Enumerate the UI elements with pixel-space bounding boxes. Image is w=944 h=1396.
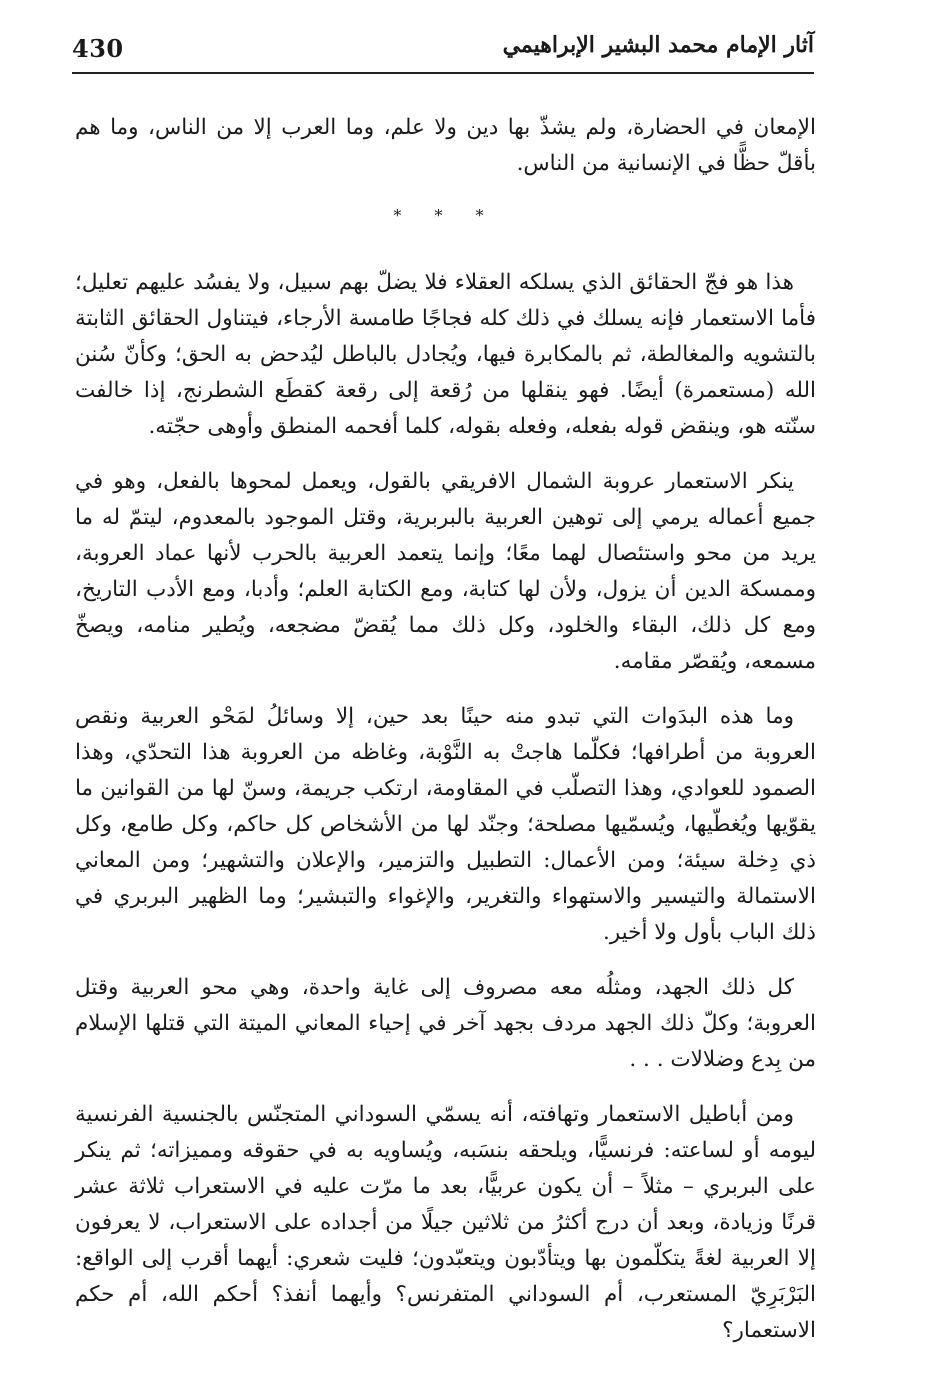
paragraph-5: ومن أباطيل الاستعمار وتهافته، أنه يسمّي السوداني المتجنّس بالجنسية الفرنسية ليومه أو لساعته: فرنسيًّا، ويلحقه بنسَبه، ويُساويه به في حقوقه ومميزاته؛ ثم ينكر على البربري – مثلاً – أن يكون عربيًّا، بعد ما مرّت عليه في الاستعراب ثلاثة عشر قرنًا وزيادة، وبعد أن درج أكثرُ من ثلاثين جيلًا من أجداده على الاستعراب، لا يعرفون إلا العربية لغةً يتكلّمون بها ويتأدّبون ويتعبّدون؛ فليت شعري: أيهما أقرب إلى الواقع: البَرْبَرِيّ المستعرب، أم السوداني المتفرنس؟ وأيهما أنفذ؟ أحكم الله، أم حكم الاستعمار؟ [75, 1102, 816, 1343]
page-number: 430 [72, 34, 124, 63]
paragraph-continued: الإمعان في الحضارة، ولم يشذّ بها دين ولا علم، وما العرب إلا من الناس، وما هم بأقلّ حظًّا في الإنسانية من الناس. [75, 115, 816, 176]
paragraph-2: ينكر الاستعمار عروبة الشمال الافريقي بالقول، ويعمل لمحوها بالفعل، وهو في جميع أعماله يرمي إلى توهين العربية بالبربرية، وقتل الموجود بالمعدوم، ليتمّ له ما يريد من محو واستئصال لهما معًا؛ وإنما يتعمد العربية بالحرب لأنها عماد العروبة، وممسكة الدين أن يزول، ولأن لها كتابة، ومع الكتابة العلم؛ وأدبا، ومع الأدب التاريخ، ومع كل ذلك، البقاء والخلود، وكل ذلك مما يُقضّ مضجعه، ويُطير منامه، ويصخّ مسمعه، ويُقصّر مقامه. [75, 469, 816, 674]
page-body [75, 110, 816, 1368]
page-header [72, 28, 814, 74]
paragraph-4: كل ذلك الجهد، ومثلُه معه مصروف إلى غاية واحدة، وهي محو العربية وقتل العروبة؛ وكلّ ذلك الجهد مردف بجهد آخر في إحياء المعاني الميتة التي قتلها الإسلام من بِدع وضلالات . . . [75, 975, 816, 1072]
running-title: آثار الإمام محمد البشير الإبراهيمي [502, 32, 814, 58]
section-separator: * * * [393, 206, 498, 225]
paragraph-1: هذا هو فجّ الحقائق الذي يسلكه العقلاء فلا يضلّ بهم سبيل، ولا يفسُد عليهم تعليل؛ فأما الاستعمار فإنه يسلك في ذلك كله فجاجًا طامسة الأرجاء، فيتناول الحقائق الثابتة بالتشويه والمغالطة، ثم بالمكابرة فيها، ويُجادل بالباطل ليُدحض به الحق؛ وكأنّ سُنن الله (مستعمرة) أيضًا. فهو ينقلها من رُقعة إلى رقعة كقطَع الشطرنج، إذا خالفت سنّته هو، وينقض قوله بفعله، وفعله بقوله، كلما أفحمه المنطق وأوهى حجّته. [75, 270, 816, 439]
paragraph-3: وما هذه البدَوات التي تبدو منه حينًا بعد حين، إلا وسائلُ لمَحْو العربية ونقص العروبة من أطرافها؛ فكلّما هاجتْ به النَّوْبة، وغاظه من العروبة هذا التحدّي، وهذا الصمود للعوادي، وهذا التصلّب في المقاومة، ارتكب جريمة، وسنّ لها من القوانين ما يقوّيها ويُغطّيها، ويُسمّيها مصلحة؛ وجنّد لها من الأشخاص كل حاكم، وكل طامع، وكل ذي دِخلة سيئة؛ ومن الأعمال: التطبيل والتزمير، والإعلان والتشهير؛ ومن المعاني الاستمالة والتيسير والاستهواء والتغرير، والإغواء والتبشير؛ وما الظهير البربري في ذلك الباب بأول ولا أخير. [75, 704, 816, 945]
